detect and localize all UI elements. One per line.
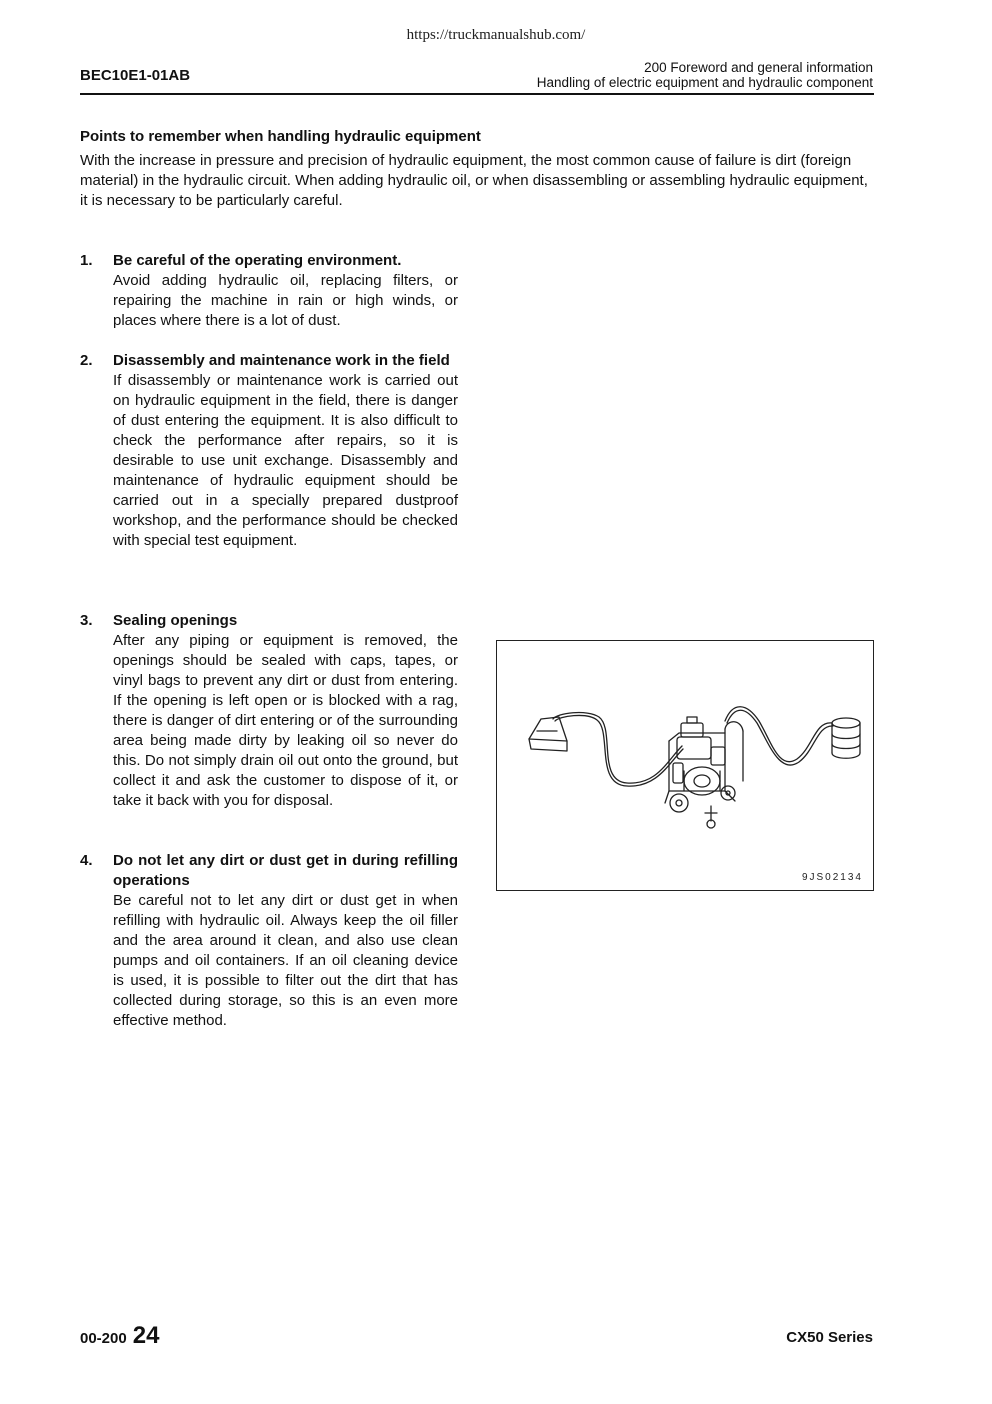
- series-label: CX50 Series: [786, 1329, 873, 1346]
- header-breadcrumb: [537, 60, 873, 90]
- oil-cleaning-device-illustration: [497, 641, 873, 890]
- item-body: Avoid adding hydraulic oil, replacing filters, or repairing the machine in rain or high winds, or places where there is a lot of dust.: [113, 272, 458, 329]
- page-number: [80, 1322, 159, 1350]
- item-body: Be careful not to let any dirt or dust get in when refilling with hydraulic oil. Always keep the oil filler and the area around it clean, and also use clean pumps and oil containers. If an oil cleaning device is used, it is possible to filter out the dirt that has collected during storage, so this is an even more effective method.: [113, 892, 458, 1029]
- chapter-title: 200 Foreword and general information: [644, 60, 873, 75]
- item-number: 4.: [80, 852, 93, 869]
- intro-paragraph: With the increase in pressure and precision of hydraulic equipment, the most common cause of failure is dirt (foreign material) in the hydraulic circuit. When adding hydraulic oil, or when disassembling or assembling hydraulic equipment, it is necessary to be particularly careful.: [80, 152, 868, 209]
- item-heading: Do not let any dirt or dust get in during refilling operations: [113, 852, 458, 889]
- page-title: Points to remember when handling hydraulic equipment: [80, 128, 481, 145]
- page-number-value: 24: [132, 1322, 160, 1349]
- page-prefix: 00-200: [80, 1330, 127, 1347]
- list-item: [80, 251, 458, 331]
- item-number: 2.: [80, 352, 93, 369]
- figure-id: 9JS02134: [801, 872, 863, 883]
- header-rule: [80, 93, 874, 95]
- item-heading: Sealing openings: [113, 612, 238, 629]
- item-number: 1.: [80, 252, 93, 269]
- list-item: [80, 351, 458, 551]
- item-heading: Be careful of the operating environment.: [113, 252, 402, 269]
- item-body: After any piping or equipment is removed, the openings should be sealed with caps, tapes, or vinyl bags to prevent any dirt or dust from entering. If the opening is left open or is blocked with a rag, there is danger of dirt entering or of the surrounding area being made dirty by leaking oil so never do this. Do not simply drain oil out onto the ground, but collect it and ask the customer to dispose of it, or take it back with you for disposal.: [113, 632, 458, 809]
- item-body: If disassembly or maintenance work is carried out on hydraulic equipment in the field, there is danger of dust entering the equipment. It is also difficult to check the performance after repairs, so it is desirable to use unit exchange. Disassembly and maintenance of hydraulic equipment should be carried out in a specially prepared dustproof workshop, and the performance should be checked with special test equipment.: [113, 372, 458, 549]
- item-heading: Disassembly and maintenance work in the field: [113, 352, 450, 369]
- source-url[interactable]: https://truckmanualshub.com/: [406, 27, 586, 43]
- list-item: [80, 611, 458, 811]
- item-number: 3.: [80, 612, 93, 629]
- document-id: BEC10E1-01AB: [80, 67, 191, 84]
- section-title: Handling of electric equipment and hydraulic component: [536, 75, 873, 90]
- oil-cleaning-figure: [496, 640, 874, 891]
- list-item: [80, 851, 458, 1031]
